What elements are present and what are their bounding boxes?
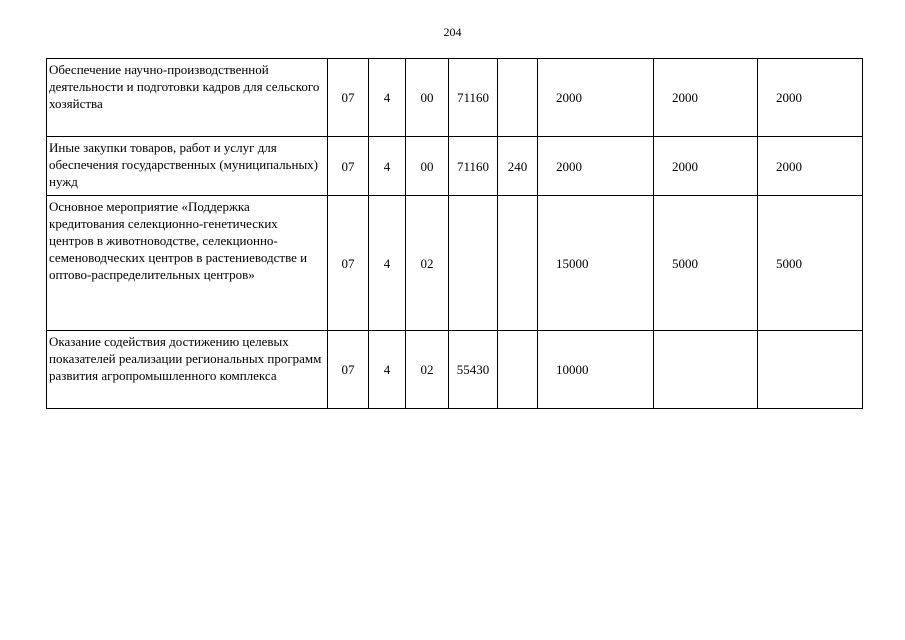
page-number: 204 [443,25,462,39]
code-subsection-cell: 4 [369,331,406,409]
table-row [47,137,863,196]
row-name: Основное мероприятие «Поддержка кредитования селекционно-генетических центров в животноводстве, селекционно-семеноводческих центров в растениеводстве и оптово-распределительных центров» [49,199,308,282]
amount-year2-cell: 2000 [654,137,758,196]
row-name-cell [47,196,328,331]
code-section-cell: 07 [328,59,369,137]
code-target-cell: 71160 [449,59,498,137]
amount-year3-cell [758,331,863,409]
code-program-cell: 00 [406,59,449,137]
code-section-cell: 07 [328,196,369,331]
code-section-cell: 07 [328,137,369,196]
amount-year2-cell [654,331,758,409]
row-name-cell [47,331,328,409]
amount-year2-cell: 2000 [654,59,758,137]
row-name: Иные закупки товаров, работ и услуг для обеспечения государственных (муниципальных) нужд [49,140,319,189]
row-name: Обеспечение научно-производственной деятельности и подготовки кадров для сельского хозяйства [49,62,320,111]
budget-table [46,58,863,409]
code-program-cell: 00 [406,137,449,196]
amount-year1-cell: 2000 [538,137,654,196]
row-name-cell [47,137,328,196]
code-expense-type-cell [498,59,538,137]
amount-year1-cell: 15000 [538,196,654,331]
amount-year3-cell: 5000 [758,196,863,331]
code-expense-type-cell [498,196,538,331]
code-subsection-cell: 4 [369,59,406,137]
row-name: Оказание содействия достижению целевых показателей реализации региональных программ развития агропромышленного комплекса [49,334,322,383]
code-expense-type-cell: 240 [498,137,538,196]
code-subsection-cell: 4 [369,137,406,196]
code-target-cell: 71160 [449,137,498,196]
amount-year2-cell: 5000 [654,196,758,331]
code-target-cell [449,196,498,331]
table-row [47,331,863,409]
table-row [47,59,863,137]
code-program-cell: 02 [406,196,449,331]
amount-year3-cell: 2000 [758,59,863,137]
amount-year1-cell: 2000 [538,59,654,137]
amount-year1-cell: 10000 [538,331,654,409]
code-target-cell: 55430 [449,331,498,409]
code-section-cell: 07 [328,331,369,409]
amount-year3-cell: 2000 [758,137,863,196]
code-subsection-cell: 4 [369,196,406,331]
row-name-cell [47,59,328,137]
table-row [47,196,863,331]
code-expense-type-cell [498,331,538,409]
code-program-cell: 02 [406,331,449,409]
